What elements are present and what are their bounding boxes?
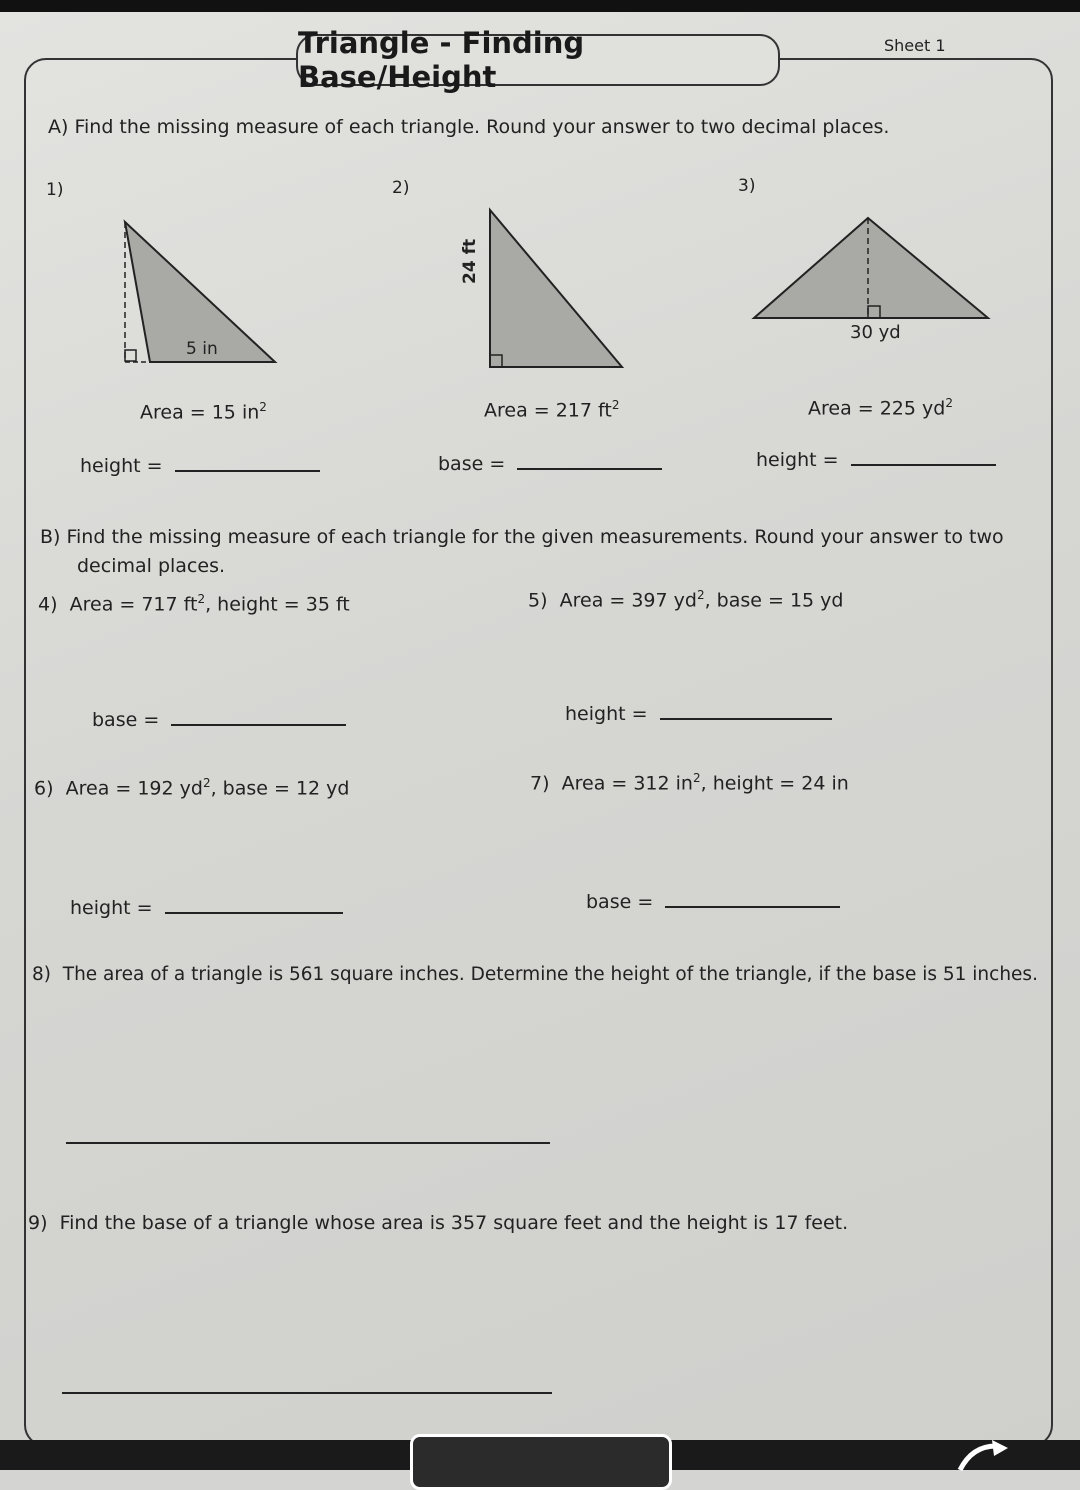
problem-7-answer-blank[interactable] [665, 884, 840, 908]
problem-7-area: Area = 312 in [561, 772, 693, 795]
problem-5-answer-label: height = [565, 703, 648, 725]
problem-9-answer-line[interactable] [62, 1392, 552, 1394]
problem-4-answer-label: base = [92, 709, 160, 731]
edit-icon[interactable] [952, 1440, 1012, 1470]
problem-6-number: 6) [34, 777, 54, 800]
problem-5-area: Area = 397 yd [559, 589, 697, 612]
problem-8-text: The area of a triangle is 561 square inches. Determine the height of the triangle, if the base is 51 inches. [62, 964, 1038, 985]
problem-8-answer-line[interactable] [66, 1142, 550, 1144]
problem-4-number: 4) [38, 593, 58, 616]
problem-2-answer-label: base = [438, 453, 506, 475]
problem-2-area-text: Area = 217 ft [484, 399, 612, 422]
problem-2-number: 2) [392, 178, 410, 198]
problem-4-answer-blank[interactable] [171, 702, 346, 726]
problem-4 [38, 592, 350, 615]
problem-1-area [140, 400, 267, 423]
problem-3-number: 3) [738, 176, 756, 196]
problem-6-area: Area = 192 yd [65, 777, 203, 800]
problem-7 [530, 771, 849, 794]
problem-6-answer [70, 890, 343, 919]
top-bar [0, 0, 1080, 12]
problem-9-text: Find the base of a triangle whose area is 357 square feet and the height is 17 feet. [59, 1212, 849, 1234]
problem-3-area-sup: 2 [945, 396, 953, 410]
problem-6 [34, 776, 350, 799]
problem-1-number: 1) [46, 180, 64, 200]
problem-5-answer [565, 696, 832, 725]
section-b-instruction-line1: B) Find the missing measure of each triangle for the given measurements. Round your answer to two [40, 526, 1004, 548]
problem-4-area: Area = 717 ft [69, 593, 198, 616]
problem-7-height: , height = 24 in [700, 772, 849, 795]
section-b-instruction-line2: decimal places. [77, 555, 226, 577]
problem-3-answer-blank[interactable] [851, 442, 996, 466]
problem-1-area-text: Area = 15 in [140, 401, 260, 424]
title-box [296, 26, 780, 94]
problem-2-area [484, 398, 619, 421]
problem-3-area [808, 396, 953, 419]
problem-1-answer-blank[interactable] [175, 448, 320, 472]
problem-3-answer-label: height = [756, 449, 839, 471]
problem-7-number: 7) [530, 772, 550, 795]
triangle-3-figure [750, 212, 995, 327]
problem-4-sup: 2 [197, 592, 206, 606]
problem-6-sup: 2 [202, 776, 211, 790]
triangle-3-base-label: 30 yd [850, 322, 901, 343]
bottom-action-button[interactable] [410, 1434, 672, 1490]
problem-8 [32, 964, 1038, 985]
problem-7-answer [586, 884, 840, 913]
problem-4-height: , height = 35 ft [205, 593, 350, 616]
problem-6-answer-blank[interactable] [165, 890, 343, 914]
problem-3-area-text: Area = 225 yd [808, 397, 946, 420]
problem-2-answer-blank[interactable] [517, 446, 662, 470]
problem-1-answer-label: height = [80, 455, 163, 477]
problem-5-number: 5) [528, 589, 548, 612]
triangle-2-figure [485, 202, 630, 377]
problem-1-area-sup: 2 [259, 400, 267, 414]
worksheet-page [0, 12, 1080, 1462]
page-title: Triangle - Finding Base/Height [298, 26, 585, 94]
problem-3-answer [756, 442, 996, 471]
problem-2-area-sup: 2 [611, 398, 620, 412]
problem-2-answer [438, 446, 662, 475]
triangle-1-base-label: 5 in [186, 339, 218, 359]
problem-7-answer-label: base = [586, 891, 654, 913]
problem-5-answer-blank[interactable] [660, 696, 832, 720]
problem-5 [528, 588, 844, 611]
problem-9 [28, 1212, 848, 1234]
problem-6-answer-label: height = [70, 897, 153, 919]
triangle-2-height-label: 24 ft [460, 238, 480, 284]
problem-9-number: 9) [28, 1212, 48, 1234]
section-a-instruction: A) Find the missing measure of each triangle. Round your answer to two decimal places. [48, 116, 890, 138]
sheet-label: Sheet 1 [884, 36, 946, 55]
problem-7-sup: 2 [692, 771, 701, 785]
problem-5-sup: 2 [696, 588, 705, 602]
problem-8-number: 8) [32, 964, 51, 985]
problem-1-answer [80, 448, 320, 477]
problem-5-base: , base = 15 yd [704, 589, 844, 612]
problem-4-answer [92, 702, 346, 731]
problem-6-base: , base = 12 yd [210, 777, 350, 800]
